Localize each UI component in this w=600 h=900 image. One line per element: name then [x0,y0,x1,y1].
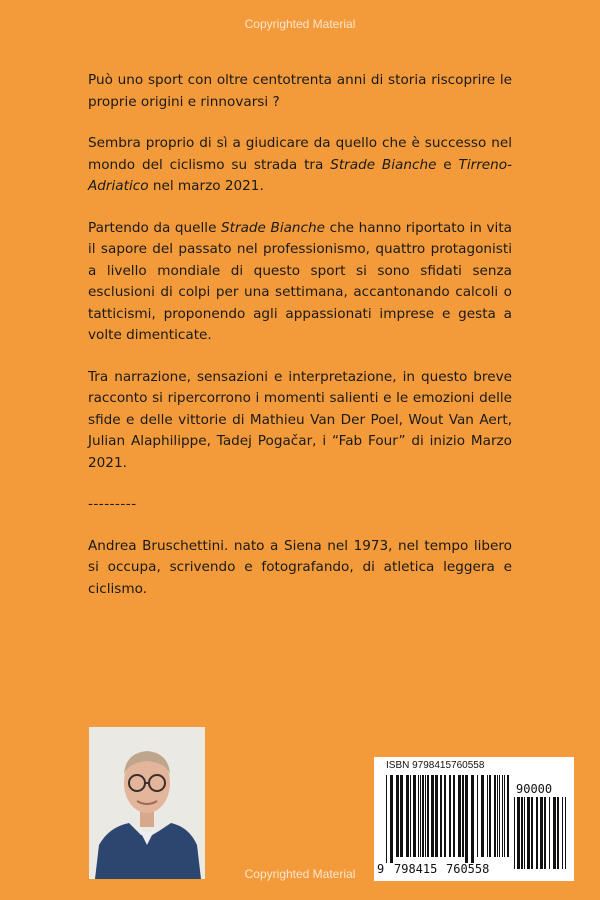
barcode-bar [553,797,556,869]
barcode-bar [440,775,442,857]
paragraph-intro: Può uno sport con oltre centotrenta anni di storia riscoprire le proprie origini e rinnovarsi ? [88,72,512,110]
paragraph-context [88,133,512,198]
price-code: 90000 [516,782,553,796]
barcode-bar [527,797,530,869]
barcode-bar [536,797,538,869]
barcode-bar [418,775,419,857]
barcode-bar [507,775,509,857]
barcode-bar [517,797,520,869]
barcode-bar [420,775,421,857]
race-name-tirreno-adriatico: Tirreno-Adriatico [88,156,512,194]
barcode-bar [444,775,446,857]
barcode-bar [477,775,478,857]
barcode-bar [549,797,550,869]
barcode-bar [458,775,461,857]
author-bio: Andrea Bruschettini. nato a Siena nel 1973, nel tempo libero si occupa, scrivendo e fotografando, di atletica leggera e ciclismo. [88,537,512,597]
barcode-bar [557,797,559,869]
barcode-bar [422,775,424,857]
paragraph-story [88,218,512,347]
paragraph-story-text-2: che hanno riportato in vita il sapore del passato nel professionismo, quattro protagonisti a livello mondiale di questo sport si sono sfidati senza esclusioni di colpi per una settimana, accantonando calcoli o tatticismi, proponendo agli appassionati imprese e gesta a volte dimenticate. [88,219,512,343]
barcode-bar [471,775,474,863]
barcode-bar [386,775,387,863]
barcode-bar [502,775,503,857]
barcode-bar [540,797,543,869]
barcode-bar [544,797,546,869]
barcode-bar [481,775,484,857]
barcode-bar [413,775,416,857]
paragraph-story-text-1: Partendo da quelle [88,219,222,236]
barcode-digit-group-2: 760558 [446,862,490,876]
barcode-bar [494,775,496,857]
barcode-bar [562,797,563,869]
barcode-bar [504,775,505,857]
barcode-bar [497,775,498,857]
paragraph-context-text-1: Sembra proprio di sì a giudicare da quello che è successo nel mondo del ciclismo su strada tra [88,135,512,173]
barcode-bar [524,797,525,869]
isbn-label: ISBN 9798415760558 [386,760,485,771]
paragraph-context-text-3: nel marzo 2021. [148,178,264,194]
barcode-bar [489,775,491,857]
barcode-bar [521,797,523,869]
barcode-bar [396,775,399,857]
barcode-bar [425,775,426,857]
barcode-bar [427,775,429,857]
author-photo [89,727,205,879]
separator: --------- [88,496,137,512]
barcode-bar [449,775,451,857]
barcode-bar [499,775,500,857]
barcode-bar [410,775,411,857]
barcode-bar [400,775,403,857]
watermark-bottom: Copyrighted Material [244,867,356,881]
watermark-top: Copyrighted Material [244,17,356,31]
barcode-bar [406,775,409,857]
barcode-bar [435,775,438,857]
author-portrait-icon [89,727,205,879]
barcode-bar [390,775,393,863]
barcode-bar [487,775,488,857]
race-name-strade-bianche-2: Strade Bianche [221,219,325,236]
barcode-bar [514,797,515,869]
barcode-bar [453,775,455,857]
paragraph-context-text-2: e [436,156,459,173]
barcode-digit-group-1: 798415 [394,862,438,876]
barcode-bar [565,797,566,869]
race-name-strade-bianche: Strade Bianche [330,156,437,173]
barcode-bar [431,775,434,857]
isbn-barcode [374,757,574,881]
back-cover-text [88,70,512,620]
barcode-digit-first: 9 [377,862,385,876]
paragraph-summary: Tra narrazione, sensazioni e interpretazione, in questo breve racconto si ripercorrono i momenti salienti e le emozioni delle sfide e delle vittorie di Mathieu Van Der Poel, Wout Van Aert, Julian Alaphilippe, Tadej Pogačar, i “Fab Four” di inizio Marzo 2021. [88,368,512,471]
barcode-bar [462,775,464,857]
barcode-bar [531,797,533,869]
barcode-bar [465,775,468,863]
